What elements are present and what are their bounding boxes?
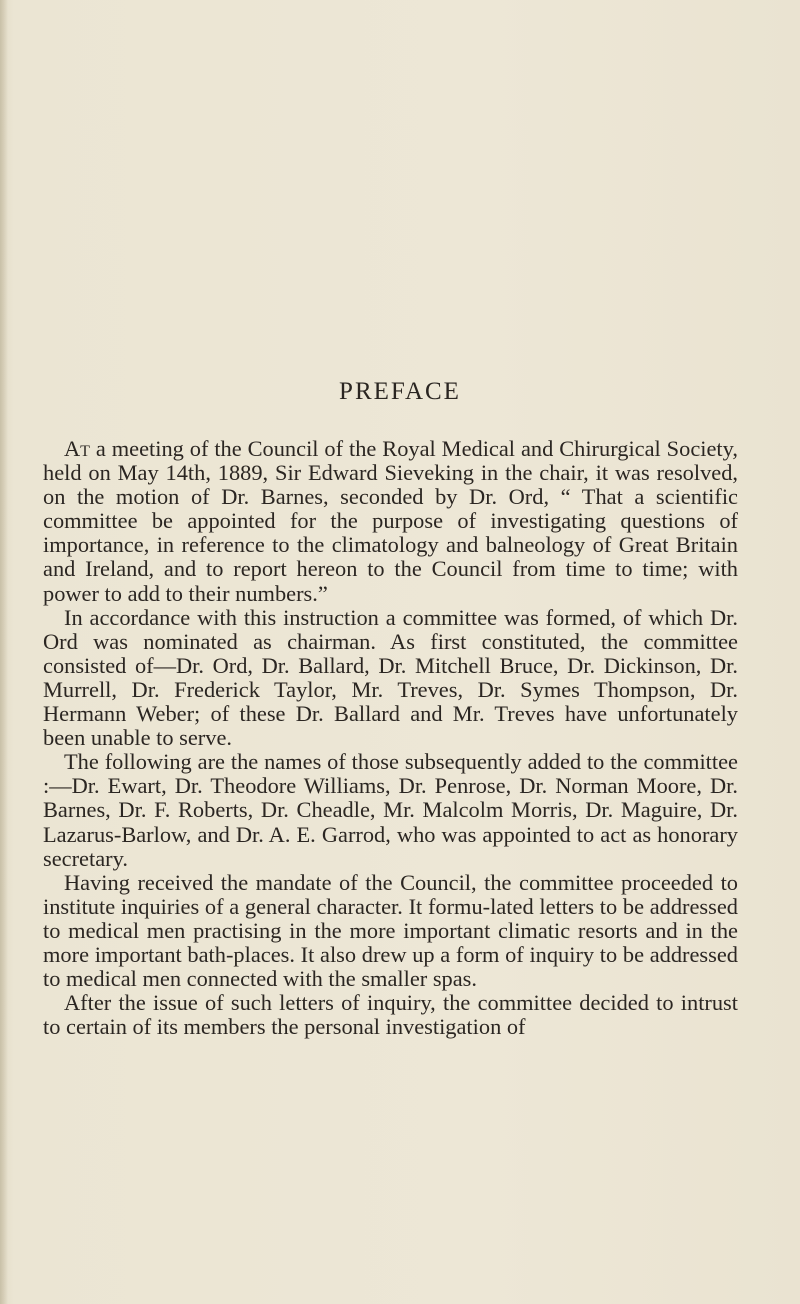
paragraph-4: Having received the mandate of the Council, the committee proceeded to institute inquiries of a general character. It formu-lated letters to be addressed to medical men practising in the more important climatic resorts and in the more important bath-places. It also drew up a form of inquiry to be addressed to medical men connected with the smaller spas.: [43, 869, 738, 992]
opening-word: At: [64, 436, 90, 461]
paragraph-2: In accordance with this instruction a committee was formed, of which Dr. Ord was nominated as chairman. As first constituted, the committee consisted of—Dr. Ord, Dr. Ballard, Dr. Mitchell Bruce, Dr. Dickinson, Dr. Murrell, Dr. Frederick Taylor, Mr. Treves, Dr. Symes Thompson, Dr. Hermann Weber; of these Dr. Ballard and Mr. Treves have unfortunately been unable to serve.: [43, 604, 738, 751]
body-text: [43, 437, 738, 1039]
paragraph-1-text: a meeting of the Council of the Royal Medical and Chirurgical Society, held on May 14th, 1889, Sir Edward Sieveking in the chair, it was resolved, on the motion of Dr. Barnes, seconded by Dr. Ord, “ That a scientific committee be appointed for the purpose of investigating questions of importance, in reference to the climatology and balneology of Great Britain and Ireland, and to report hereon to the Council from time to time; with power to add to their numbers.”: [43, 436, 738, 606]
page-title: PREFACE: [339, 378, 461, 405]
paragraph-1: [43, 437, 738, 606]
paragraph-5: After the issue of such letters of inquiry, the committee decided to intrust to certain of its members the personal investigation of: [43, 990, 738, 1040]
binding-shadow: [0, 0, 8, 1304]
paragraph-3: The following are the names of those subsequently added to the committee :—Dr. Ewart, Dr. Theodore Williams, Dr. Penrose, Dr. Norman Moore, Dr. Barnes, Dr. F. Roberts, Dr. Cheadle, Mr. Malcolm Morris, Dr. Maguire, Dr. Lazarus-Barlow, and Dr. A. E. Garrod, who was appointed to act as honorary secretary.: [43, 749, 738, 871]
